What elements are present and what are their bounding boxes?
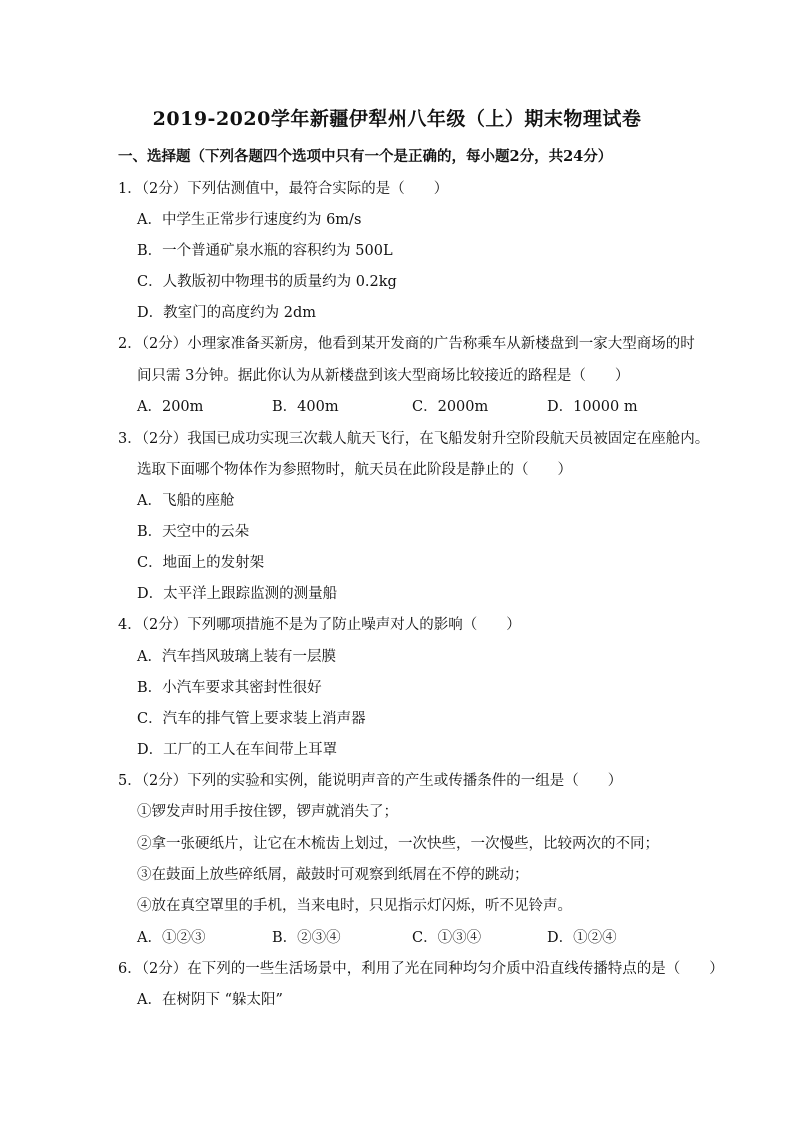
question-2-stem-cont: 间只需 3分钟。据此你认为从新楼盘到该大型商场比较接近的路程是（ ） xyxy=(137,368,630,384)
question-4-option-c: C．汽车的排气管上要求装上消声器 xyxy=(137,711,366,727)
question-4-option-a: A．汽车挡风玻璃上装有一层膜 xyxy=(137,649,336,665)
question-2-option-d: D．10000 m xyxy=(547,399,638,415)
question-5-item-3: ③在鼓面上放些碎纸屑，敲鼓时可观察到纸屑在不停的跳动； xyxy=(137,867,529,883)
question-5-item-2: ②拿一张硬纸片，让它在木梳齿上划过，一次快些，一次慢些，比较两次的不同； xyxy=(137,836,659,852)
question-3-option-c: C．地面上的发射架 xyxy=(137,555,265,571)
question-4-option-d: D．工厂的工人在车间带上耳罩 xyxy=(137,742,338,758)
question-5-option-c: C．①③④ xyxy=(412,930,482,946)
question-1-option-a: A．中学生正常步行速度约为 6m/s xyxy=(137,212,362,228)
question-3-stem-cont: 选取下面哪个物体作为参照物时，航天员在此阶段是静止的（ ） xyxy=(137,462,572,478)
question-2-option-c: C．2000m xyxy=(412,399,489,415)
section-heading: 一、选择题（下列各题四个选项中只有一个是正确的，每小题2分，共24分） xyxy=(118,148,613,165)
question-5-item-1: ①锣发声时用手按住锣，锣声就消失了； xyxy=(137,804,398,820)
question-1-stem: 1．（2分）下列估测值中，最符合实际的是（ ） xyxy=(118,181,449,197)
question-3-option-d: D．太平洋上跟踪监测的测量船 xyxy=(137,586,338,602)
question-5-option-b: B．②③④ xyxy=(272,930,341,946)
question-1-option-c: C．人教版初中物理书的质量约为 0.2kg xyxy=(137,274,397,290)
question-3-stem: 3．（2分）我国已成功实现三次载人航天飞行，在飞船发射升空阶段航天员被固定在座舱内。 xyxy=(118,431,710,447)
question-3-option-a: A．飞船的座舱 xyxy=(137,493,235,509)
question-5-stem: 5．（2分）下列的实验和实例，能说明声音的产生或传播条件的一组是（ ） xyxy=(118,773,623,789)
question-4-option-b: B．小汽车要求其密封性很好 xyxy=(137,680,322,696)
question-5-option-d: D．①②④ xyxy=(547,930,617,946)
question-6-stem: 6．（2分）在下列的一些生活场景中，利用了光在同种均匀介质中沿直线传播特点的是（ ） xyxy=(118,961,724,977)
question-2-option-a: A．200m xyxy=(137,399,204,415)
question-6-option-a: A．在树阴下 “躲太阳” xyxy=(137,992,283,1008)
question-2-option-b: B．400m xyxy=(272,399,339,415)
question-2-stem: 2．（2分）小理家准备买新房，他看到某开发商的广告称乘车从新楼盘到一家大型商场的时 xyxy=(118,336,695,352)
exam-title: 2019-2020学年新疆伊犁州八年级（上）期末物理试卷 xyxy=(152,108,642,130)
question-5-option-a: A．①②③ xyxy=(137,930,206,946)
question-1-option-b: B．一个普通矿泉水瓶的容积约为 500L xyxy=(137,243,393,259)
question-5-item-4: ④放在真空罩里的手机，当来电时，只见指示灯闪烁，听不见铃声。 xyxy=(137,898,572,914)
question-1-option-d: D．教室门的高度约为 2dm xyxy=(137,305,316,321)
question-4-stem: 4．（2分）下列哪项措施不是为了防止噪声对人的影响（ ） xyxy=(118,617,521,633)
question-3-option-b: B．天空中的云朵 xyxy=(137,524,250,540)
